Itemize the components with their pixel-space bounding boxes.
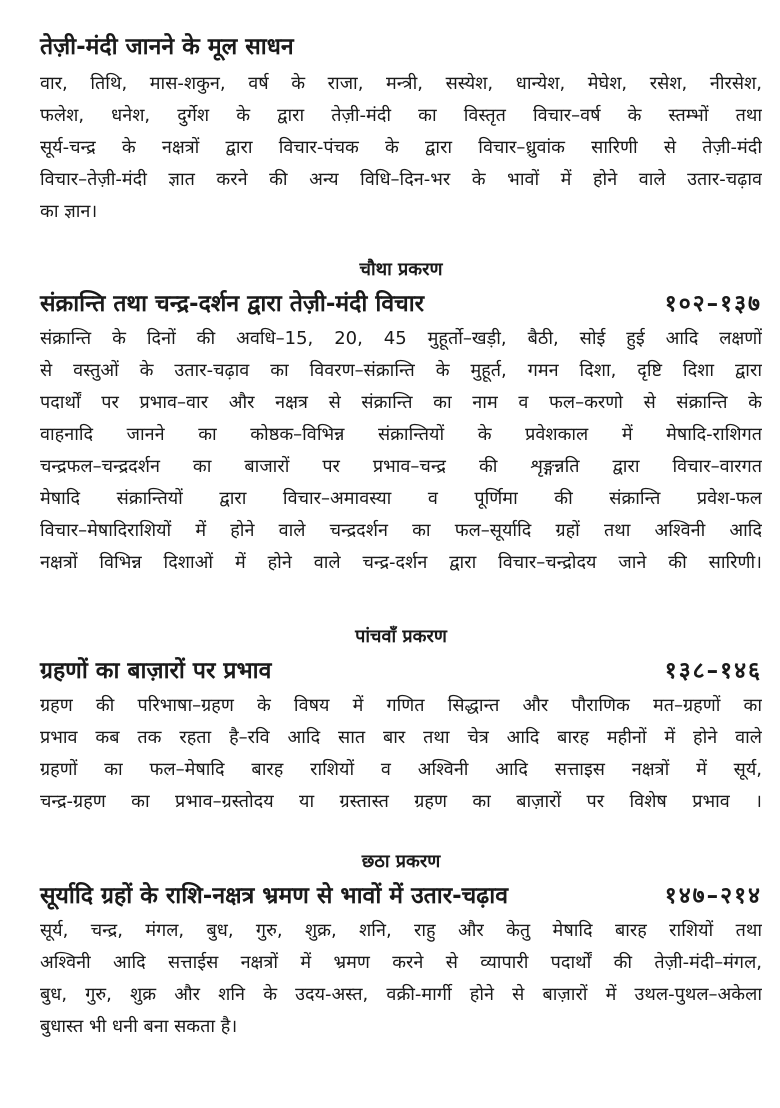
- body-line: संक्रान्ति के दिनों की अवधि–15, 20, 45 मुहूर्तो–खड़ी, बैठी, सोई हुई आदि लक्षणों: [40, 328, 762, 349]
- body-line: मेषादि संक्रान्तियों द्वारा विचार–अमावस्या व पूर्णिमा की संक्रान्ति प्रवेश-फल: [40, 488, 762, 509]
- section-body: [40, 323, 762, 579]
- section-chapter-5: [40, 622, 762, 818]
- body-line: चन्द्र-ग्रहण का प्रभाव–ग्रस्तोदय या ग्रस्तास्त ग्रहण का बाज़ारों पर विशेष प्रभाव ।: [40, 791, 762, 812]
- section-heading: [40, 285, 762, 323]
- body-line: का ज्ञान।: [40, 201, 98, 222]
- section-chapter-6: [40, 847, 762, 1043]
- chapter-label: छठा प्रकरण: [361, 851, 441, 872]
- section-mool-sadhan: [40, 28, 762, 228]
- chapter-label: पांचवाँ प्रकरण: [355, 626, 447, 647]
- section-title: तेज़ी-मंदी जानने के मूल साधन: [40, 34, 294, 60]
- body-line: सूर्य-चन्द्र के नक्षत्रों द्वारा विचार-पंचक के द्वारा विचार–ध्रुवांक सारिणी से तेज़ी-मंदी: [40, 137, 762, 158]
- chapter-label: चौथा प्रकरण: [359, 259, 443, 280]
- section-chapter-4: [40, 255, 762, 579]
- body-line: अश्विनी आदि सत्ताईस नक्षत्रों में भ्रमण करने से व्यापारी पदार्थों की तेज़ी-मंदी–मंगल,: [40, 952, 762, 973]
- body-line: प्रभाव कब तक रहता है–रवि आदि सात बार तथा चेत्र आदि बारह महीनों में होने वाले: [40, 727, 762, 748]
- section-title: ग्रहणों का बाज़ारों पर प्रभाव: [40, 658, 272, 684]
- body-line: बुधास्त भी धनी बना सकता है।: [40, 1016, 238, 1037]
- body-line: ग्रहणों का फल–मेषादि बारह राशियों व अश्विनी आदि सत्ताइस नक्षत्रों में सूर्य,: [40, 759, 762, 780]
- section-title: संक्रान्ति तथा चन्द्र-दर्शन द्वारा तेज़ी-मंदी विचार: [40, 291, 425, 317]
- body-line: पदार्थों पर प्रभाव–वार और नक्षत्र से संक्रान्ति का नाम व फल–करणो से संक्रान्ति के: [40, 392, 762, 413]
- section-body: [40, 68, 762, 228]
- body-line: वाहनादि जानने का कोष्ठक–विभिन्न संक्रान्तियों के प्रवेशकाल में मेषादि-राशिगत: [40, 424, 762, 445]
- section-body: [40, 915, 762, 1043]
- section-body: [40, 690, 762, 818]
- body-line: बुध, गुरु, शुक्र और शनि के उदय-अस्त, वक्री-मार्गी होने से बाज़ारों में उथल-पुथल–अकेला: [40, 984, 762, 1005]
- section-heading: [40, 877, 762, 915]
- page-range: १३८–१४६: [664, 658, 762, 684]
- section-heading: [40, 652, 762, 690]
- body-line: विचार–मेषादिराशियों में होने वाले चन्द्रदर्शन का फल–सूर्यादि ग्रहों तथा अश्विनी आदि: [40, 520, 762, 541]
- body-line: फलेश, धनेश, दुर्गेश के द्वारा तेज़ी-मंदी का विस्तृत विचार–वर्ष के स्तम्भों तथा: [40, 105, 762, 126]
- body-line: नक्षत्रों विभिन्न दिशाओं में होने वाले चन्द्र-दर्शन द्वारा विचार–चन्द्रोदय जाने की सारिणी।: [40, 552, 762, 573]
- page-range: १४७–२१४: [664, 883, 762, 909]
- body-line: चन्द्रफल–चन्द्रदर्शन का बाजारों पर प्रभाव–चन्द्र की शृङ्गन्नति द्वारा विचार–वारगत: [40, 456, 762, 477]
- body-line: ग्रहण की परिभाषा–ग्रहण के विषय में गणित सिद्धान्त और पौराणिक मत–ग्रहणों का: [40, 695, 762, 716]
- section-title: सूर्यादि ग्रहों के राशि-नक्षत्र भ्रमण से भावों में उतार-चढ़ाव: [40, 883, 508, 909]
- body-line: विचार–तेज़ी-मंदी ज्ञात करने की अन्य विधि–दिन-भर के भावों में होने वाले उतार-चढ़ाव: [40, 169, 762, 190]
- body-line: सूर्य, चन्द्र, मंगल, बुध, गुरु, शुक्र, शनि, राहु और केतु मेषादि बारह राशियों तथा: [40, 920, 762, 941]
- page-range: १०२–१३७: [664, 291, 762, 317]
- body-line: वार, तिथि, मास-शकुन, वर्ष के राजा, मन्त्री, सस्येश, धान्येश, मेघेश, रसेश, नीरसेश,: [40, 73, 762, 94]
- section-heading: [40, 28, 762, 66]
- body-line: से वस्तुओं के उतार-चढ़ाव का विवरण–संक्रान्ति के मुहूर्त, गमन दिशा, दृष्टि दिशा द्वारा: [40, 360, 762, 381]
